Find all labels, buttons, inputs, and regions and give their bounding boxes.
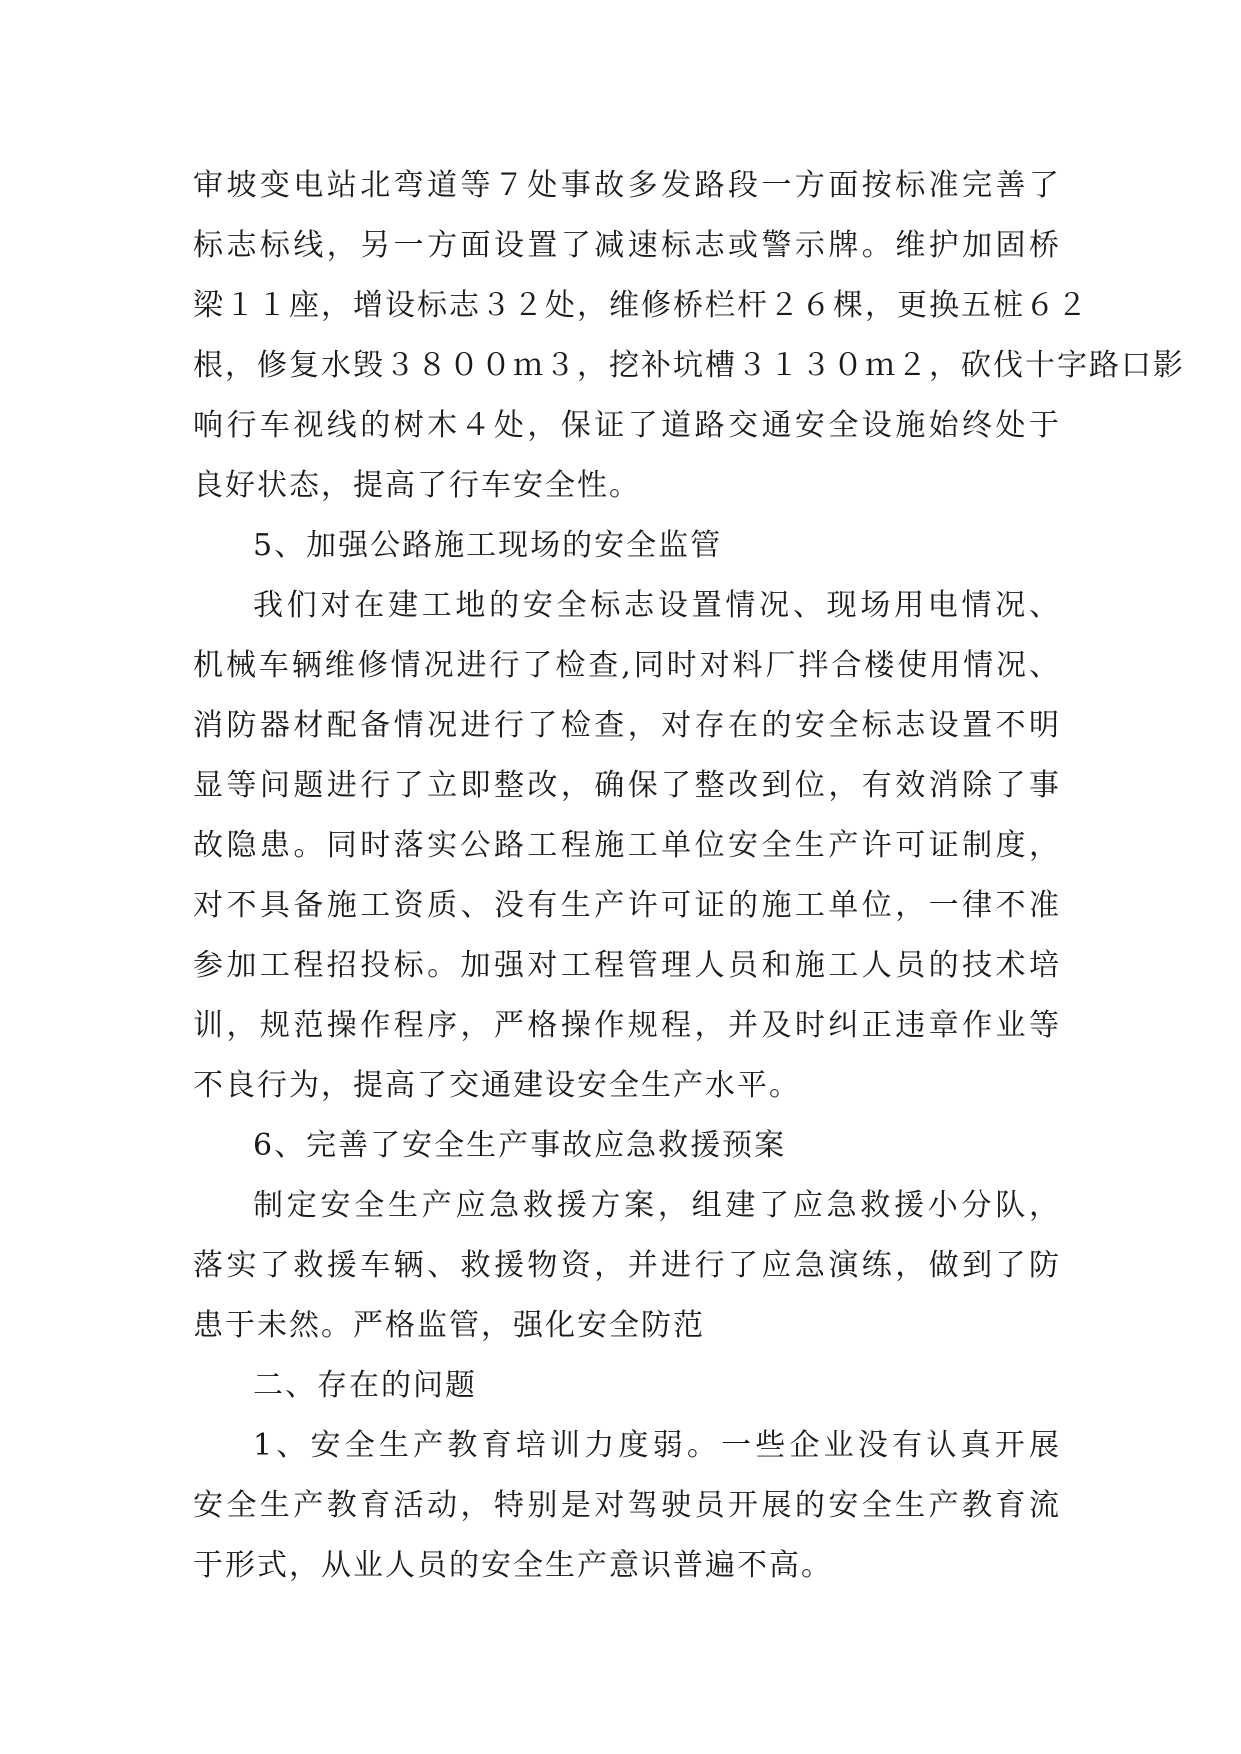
text-line: 机械车辆维修情况进行了检查,同时对料厂拌合楼使用情况、 (193, 648, 1061, 683)
text-line: 故隐患。同时落实公路工程施工单位安全生产许可证制度， (193, 828, 1061, 863)
text-line: 训，规范操作程序，严格操作规程，并及时纠正违章作业等 (193, 1008, 1061, 1043)
text-line: 二、存在的问题 (253, 1368, 477, 1403)
text-line: 审坡变电站北弯道等７处事故多发路段一方面按标准完善了 (193, 168, 1061, 203)
text-line: 6、完善了安全生产事故应急救援预案 (253, 1128, 787, 1163)
text-line: 患于未然。严格监管，强化安全防范 (193, 1308, 705, 1343)
text-line: 制定安全生产应急救援方案，组建了应急救援小分队， (253, 1188, 1061, 1223)
text-line: 响行车视线的树木４处，保证了道路交通安全设施始终处于 (193, 408, 1061, 443)
document-body (193, 156, 1185, 1596)
text-line: 对不具备施工资质、没有生产许可证的施工单位，一律不准 (193, 888, 1061, 923)
text-line: 我们对在建工地的安全标志设置情况、现场用电情况、 (253, 588, 1061, 623)
text-line: 不良行为，提高了交通建设安全生产水平。 (193, 1068, 801, 1103)
text-line: 显等问题进行了立即整改，确保了整改到位，有效消除了事 (193, 768, 1061, 803)
text-line: 于形式，从业人员的安全生产意识普遍不高。 (193, 1548, 833, 1583)
text-line: 1、安全生产教育培训力度弱。一些企业没有认真开展 (253, 1428, 1061, 1463)
text-line: 消防器材配备情况进行了检查，对存在的安全标志设置不明 (193, 708, 1061, 743)
text-line: 参加工程招投标。加强对工程管理人员和施工人员的技术培 (193, 948, 1061, 983)
text-line: 5、加强公路施工现场的安全监管 (253, 528, 723, 563)
text-line: 安全生产教育活动，特别是对驾驶员开展的安全生产教育流 (193, 1488, 1061, 1523)
text-line: 标志标线，另一方面设置了减速标志或警示牌。维护加固桥 (193, 228, 1061, 263)
text-line: 落实了救援车辆、救援物资，并进行了应急演练，做到了防 (193, 1248, 1061, 1283)
text-line: 梁１１座，增设标志３２处，维修桥栏杆２６棵，更换五桩６２ (193, 288, 1089, 323)
text-line: 良好状态，提高了行车安全性。 (193, 468, 641, 503)
text-line: 根，修复水毁３８００ｍ３，挖补坑槽３１３０ｍ２，砍伐十字路口影 (193, 348, 1185, 383)
